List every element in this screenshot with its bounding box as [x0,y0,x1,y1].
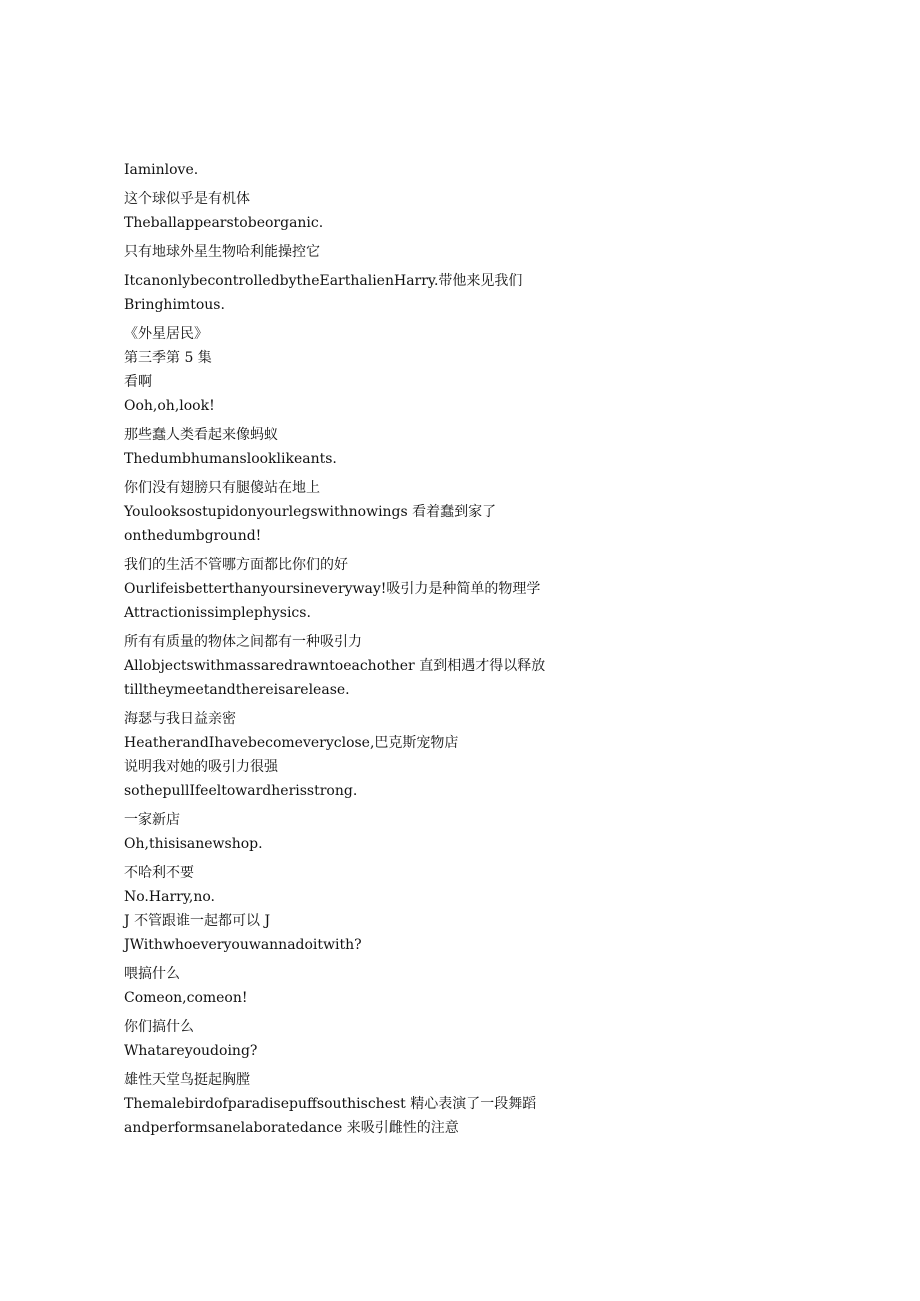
transcript-line: Youlooksostupidonyourlegswithnowings 看着蠢到家了 [124,504,497,520]
transcript-line: 看啊 [124,374,152,390]
transcript-line: Allobjectswithmassaredrawntoeachother 直到相遇才得以释放 [124,658,546,674]
transcript-line: 说明我对她的吸引力很强 [124,759,278,775]
transcript-line: ItcanonlybecontrolledbytheEarthalienHarry.带他来见我们 [124,273,523,289]
transcript-lines [124,158,824,1140]
transcript-line: JWithwhoeveryouwannadoitwith? [124,937,362,953]
transcript-line: 那些蠢人类看起来像蚂蚁 [124,427,278,443]
transcript-line: Theballappearstobeorganic. [124,215,324,231]
transcript-line: 不哈利不要 [124,865,194,881]
transcript-line: onthedumbground! [124,528,262,544]
transcript-line: 一家新店 [124,812,180,828]
transcript-line: Attractionissimplephysics. [124,605,311,621]
transcript-line: 雄性天堂鸟挺起胸膛 [124,1072,250,1088]
transcript-line: 海瑟与我日益亲密 [124,711,236,727]
transcript-line: 喂搞什么 [124,966,180,982]
transcript-line: 我们的生活不管哪方面都比你们的好 [124,557,348,573]
transcript-line: Ourlifeisbetterthanyoursineveryway!吸引力是种简单的物理学 [124,581,541,597]
transcript-line: 所有有质量的物体之间都有一种吸引力 [124,634,362,650]
transcript-line: andperformsanelaboratedance 来吸引雌性的注意 [124,1120,459,1136]
transcript-line: HeatherandIhavebecomeveryclose,巴克斯宠物店 [124,735,459,751]
transcript-line: tilltheymeetandthereisarelease. [124,682,350,698]
transcript-line: Thedumbhumanslooklikeants. [124,451,337,467]
transcript-line: Bringhimtous. [124,297,225,313]
transcript-line: J 不管跟谁一起都可以 J [124,913,271,929]
transcript-line: Ooh,oh,look! [124,398,215,414]
transcript-line: 你们没有翅膀只有腿傻站在地上 [124,480,320,496]
transcript-line: Comeon,comeon! [124,990,248,1006]
transcript-line: 第三季第 5 集 [124,350,212,366]
transcript-line: Iaminlove. [124,162,199,178]
transcript-line: sothepullIfeeltowardherisstrong. [124,783,358,799]
transcript-line: 只有地球外星生物哈利能操控它 [124,244,320,260]
transcript-line: Whatareyoudoing? [124,1043,258,1059]
transcript-line: Themalebirdofparadisepuffsouthischest 精心表演了一段舞蹈 [124,1096,537,1112]
transcript-line: No.Harry,no. [124,889,215,905]
transcript-line: 这个球似乎是有机体 [124,191,250,207]
transcript-line: 你们搞什么 [124,1019,194,1035]
transcript-line: Oh,thisisanewshop. [124,836,263,852]
transcript-line: 《外星居民》 [124,326,208,342]
